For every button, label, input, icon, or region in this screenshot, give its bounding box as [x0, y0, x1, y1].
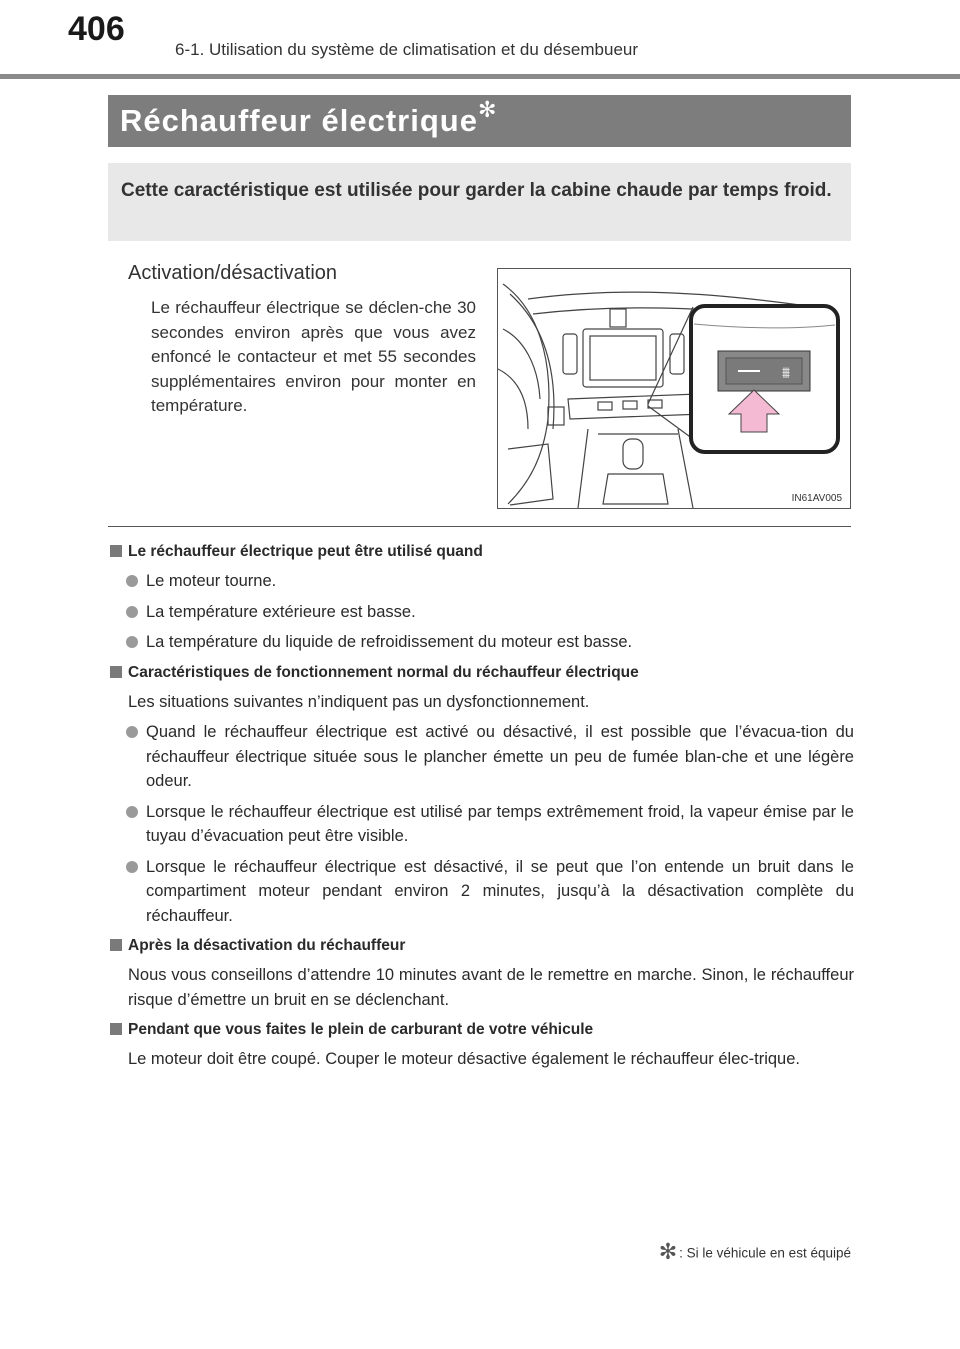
- section-paragraph: Les situations suivantes n’indiquent pas un dysfonctionnement.: [128, 692, 590, 711]
- header-divider: [0, 74, 960, 79]
- bullet-item: [146, 630, 854, 655]
- section-heading-text: Caractéristiques de fonctionnement normal du réchauffeur électrique: [128, 663, 639, 681]
- figure-code: IN61AV005: [791, 493, 842, 504]
- page-title-text: Réchauffeur électrique: [120, 103, 478, 138]
- bullet-text: Le moteur tourne.: [146, 572, 277, 590]
- bullet-item: [146, 855, 854, 929]
- section-heading-text: Le réchauffeur électrique peut être utilisé quand: [128, 543, 483, 560]
- section-heading: [108, 661, 854, 684]
- footnote-star-icon: ✻: [658, 1239, 678, 1264]
- round-bullet-icon: [126, 806, 138, 818]
- round-bullet-icon: [126, 726, 138, 738]
- dashboard-illustration: [497, 268, 851, 509]
- chapter-title: 6-1. Utilisation du système de climatisation et du désembueur: [175, 40, 639, 59]
- equipment-star-icon: ✻: [477, 97, 498, 122]
- bullet-item: [146, 800, 854, 849]
- heater-icon: ⩩: [781, 363, 791, 382]
- section-paragraph: Nous vous conseillons d’attendre 10 minutes avant de le remettre en marche. Sinon, le réchauffeur risque d’émettre un bruit en se déclenchant.: [128, 966, 854, 1009]
- square-bullet-icon: [110, 939, 122, 951]
- heater-switch: [726, 358, 802, 384]
- section-heading-text: Après la désactivation du réchauffeur: [128, 937, 406, 954]
- bullet-item: [146, 569, 854, 594]
- activation-body: Le réchauffeur électrique se déclen-che 30 secondes environ après que vous avez enfoncé le contacteur et met 55 secondes supplémentaires environ pour monter en température.: [151, 298, 476, 415]
- round-bullet-icon: [126, 636, 138, 648]
- bullet-item: [146, 600, 854, 625]
- notes-content: [108, 540, 854, 1078]
- bullet-text: Quand le réchauffeur électrique est activé ou désactivé, il est possible que l’évacua-tion du réchauffeur électrique située sous le plancher émette un peu de fumée blan-che et une légère odeur.: [146, 723, 854, 790]
- section-heading: [108, 540, 854, 563]
- page-title: [120, 97, 498, 139]
- bullet-text: La température du liquide de refroidissement du moteur est basse.: [146, 633, 633, 651]
- section-paragraph: Le moteur doit être coupé. Couper le moteur désactive également le réchauffeur élec-trique.: [128, 1050, 800, 1068]
- footnote: [659, 1241, 851, 1267]
- section-title-bar: [108, 95, 851, 147]
- square-bullet-icon: [110, 545, 122, 557]
- round-bullet-icon: [126, 861, 138, 873]
- round-bullet-icon: [126, 606, 138, 618]
- square-bullet-icon: [110, 1023, 122, 1035]
- bullet-text: Lorsque le réchauffeur électrique est désactivé, il se peut que l’on entende un bruit dans le compartiment moteur pendant environ 2 minutes, jusqu’à la désactivation complète du réchauffeur.: [146, 857, 854, 925]
- bullet-text: La température extérieure est basse.: [146, 602, 416, 621]
- square-bullet-icon: [110, 666, 122, 678]
- activation-title: Activation/désactivation: [128, 262, 338, 284]
- section-heading: [108, 1018, 854, 1041]
- round-bullet-icon: [126, 575, 138, 587]
- page-number: 406: [68, 10, 125, 48]
- section-heading-text: Pendant que vous faites le plein de carburant de votre véhicule: [128, 1021, 594, 1038]
- bullet-text: Lorsque le réchauffeur électrique est utilisé par temps extrêmement froid, la vapeur émise par le tuyau d’évacuation peut être visible.: [146, 802, 854, 845]
- intro-text: Cette caractéristique est utilisée pour garder la cabine chaude par temps froid.: [121, 180, 832, 201]
- footnote-text: : Si le véhicule en est équipé: [679, 1245, 851, 1261]
- section-heading: [108, 934, 854, 957]
- dashboard-drawing: [498, 269, 850, 508]
- section-divider: [108, 526, 851, 527]
- bullet-item: [146, 720, 854, 794]
- page-header: [0, 0, 960, 80]
- intro-box: [108, 163, 851, 241]
